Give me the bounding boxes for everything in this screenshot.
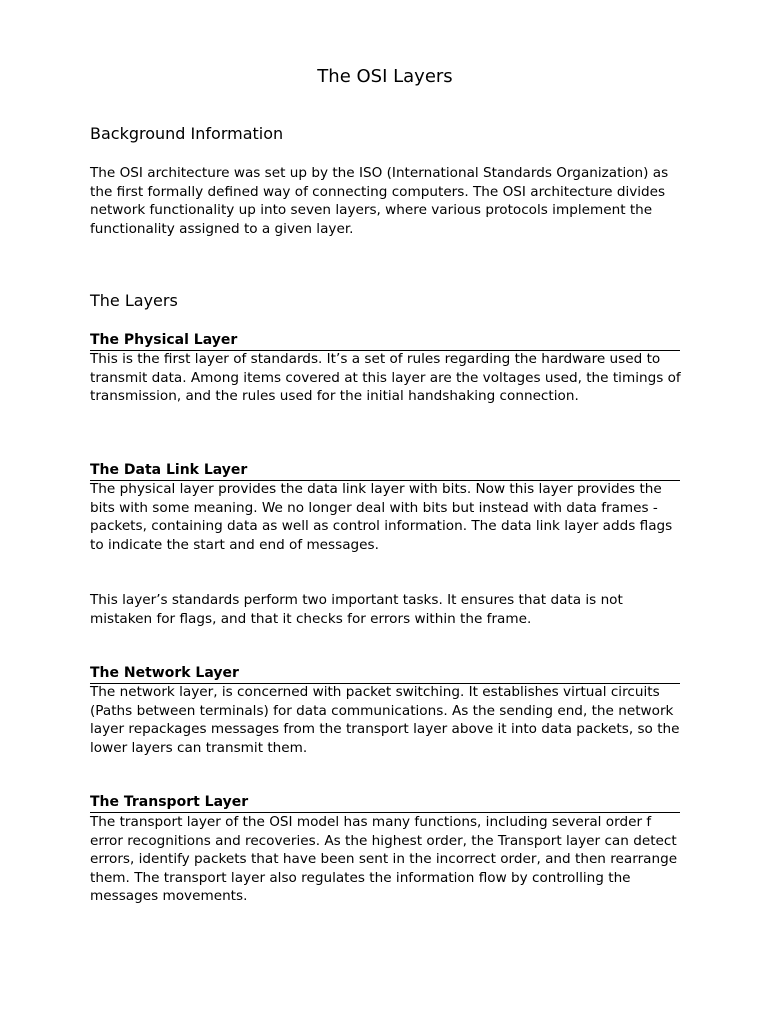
background-paragraph: The OSI architecture was set up by the ISO (International Standards Organization) as the first formally defined way of connecting computers. The OSI architecture divides network functionality up into seven layers, where various protocols implement the functionality assigned to a given layer. xyxy=(90,165,669,237)
network-layer-heading: The Network Layer xyxy=(90,664,680,684)
layers-heading: The Layers xyxy=(90,291,178,310)
transport-layer-paragraph: The transport layer of the OSI model has many functions, including several order f error recognitions and recoveries. As the highest order, the Transport layer can detect errors, identify packets that have been sent in the incorrect order, and then rearrange them. The transport layer also regulates the information flow by controlling the messages movements. xyxy=(90,814,678,904)
data-link-layer-heading: The Data Link Layer xyxy=(90,461,680,481)
network-layer-paragraph: The network layer, is concerned with packet switching. It establishes virtual circuits (Paths between terminals) for data communications. As the sending end, the network layer repackages messages from the transport layer above it into data packets, so the lower layers can transmit them. xyxy=(90,684,680,756)
data-link-layer-paragraph-1: The physical layer provides the data link layer with bits. Now this layer provides the bits with some meaning. We no longer deal with bits but instead with data frames - packets, containing data as well as control information. The data link layer adds flags to indicate the start and end of messages. xyxy=(90,481,673,553)
background-heading: Background Information xyxy=(90,124,284,143)
physical-layer-paragraph: This is the first layer of standards. It’s a set of rules regarding the hardware used to transmit data. Among items covered at this layer are the voltages used, the timings of transmission, and the rules used for the initial handshaking connection. xyxy=(90,351,681,404)
data-link-layer-paragraph-2: This layer’s standards perform two important tasks. It ensures that data is not mistaken for flags, and that it checks for errors within the frame. xyxy=(90,592,623,627)
document-title: The OSI Layers xyxy=(317,66,453,87)
transport-layer-heading: The Transport Layer xyxy=(90,793,680,813)
physical-layer-heading: The Physical Layer xyxy=(90,331,680,351)
